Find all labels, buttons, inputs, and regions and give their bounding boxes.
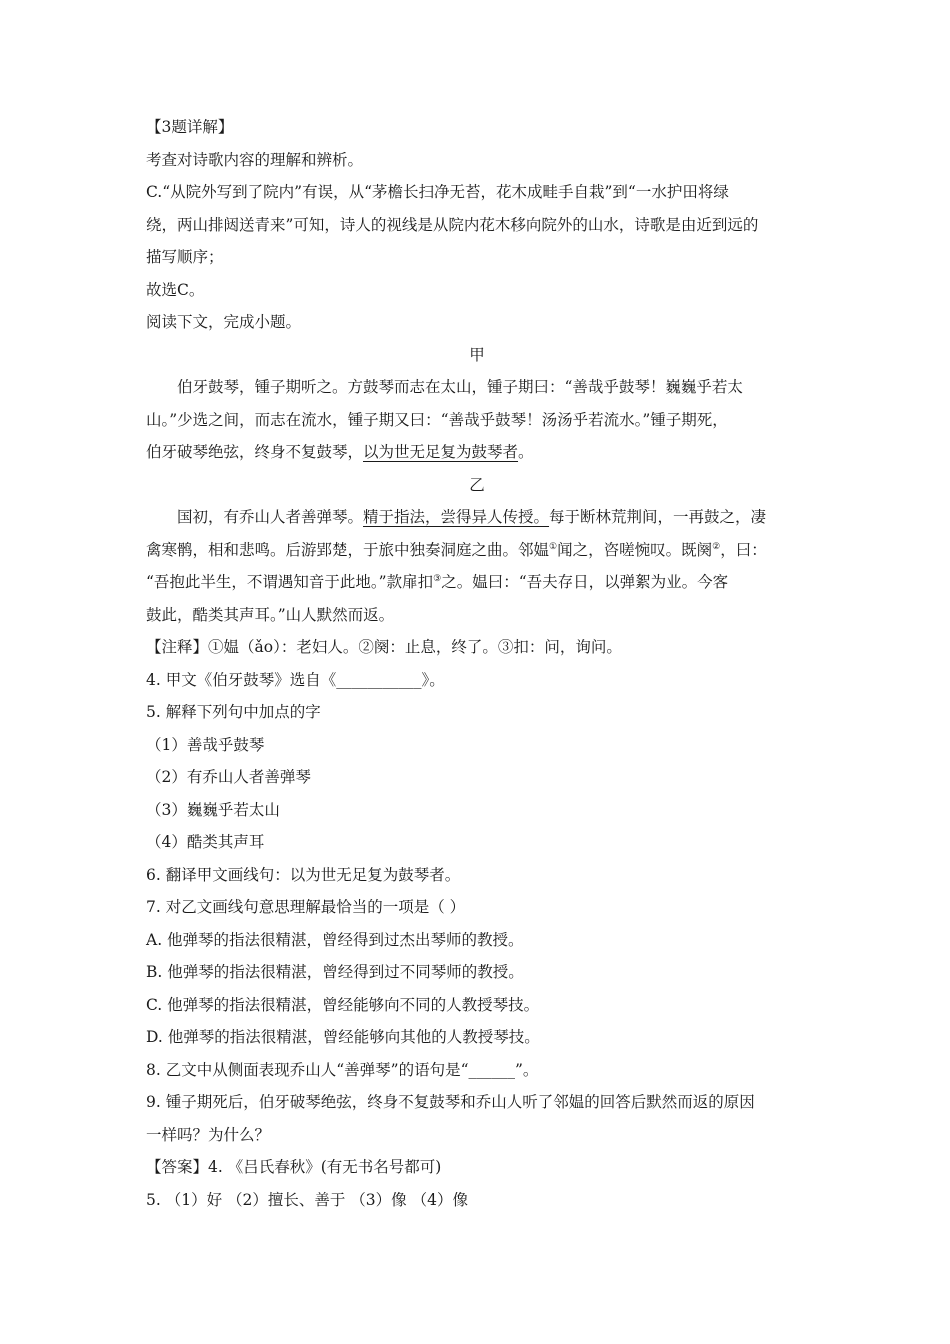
question-5-item-2: （2）有乔山人者善弹琴 <box>146 768 311 786</box>
question-7-option-c: C. 他弹琴的指法很精湛，曾经能够向不同的人教授琴技。 <box>146 995 540 1014</box>
section-3-line-2: C.“从院外写到了院内”有误，从“茅檐长扫净无苔，花木成畦手自栽”到“一水护田将绿 <box>146 183 729 201</box>
question-6: 6. 翻译甲文画线句：以为世无足复为鼓琴者。 <box>146 865 461 884</box>
passage-yi-line-3 <box>146 566 808 599</box>
answer-5: 5. （1）好 （2）擅长、善于 （3）像 （4）像 <box>146 1190 468 1209</box>
question-7: 7. 对乙文画线句意思理解最恰当的一项是（ ） <box>146 898 466 916</box>
footnote-marker-2: ② <box>712 541 721 552</box>
reading-intro: 阅读下文，完成小题。 <box>146 313 302 331</box>
passage-yi-text: 每于断林荒荆间，一再鼓之，凄 <box>549 508 767 526</box>
passage-yi-text: 之。媪曰：“吾夫存日，以弹絮为业。今客 <box>441 573 729 591</box>
passage-yi-line-2 <box>146 534 808 567</box>
question-9-line-2: 一样吗？为什么？ <box>146 1125 271 1144</box>
passage-jia-line-3 <box>146 436 808 469</box>
passage-yi-text: ，曰： <box>720 540 767 559</box>
passage-jia-line-1: 伯牙鼓琴，锺子期听之。方鼓琴而志在太山，锺子期曰：“善哉乎鼓琴！巍巍乎若太 <box>177 378 743 396</box>
passage-yi-text: 国初，有乔山人者善弹琴。 <box>177 508 364 526</box>
question-4: 4. 甲文《伯牙鼓琴》选自《___________》。 <box>146 670 445 689</box>
passage-yi-underlined-sentence: 精于指法，尝得异人传授。 <box>363 508 550 526</box>
section-3-line-3: 绕，两山排闼送青来”可知，诗人的视线是从院内花木移向院外的山水，诗歌是由近到远的 <box>146 215 759 234</box>
passage-yi-text: “吾抱此半生，不谓遇知音于此地。”款扉扣 <box>146 573 434 591</box>
question-5: 5. 解释下列句中加点的字 <box>146 703 321 721</box>
footnote-marker-1: ① <box>549 541 558 552</box>
question-9-line-1: 9. 锺子期死后，伯牙破琴绝弦，终身不复鼓琴和乔山人听了邻媪的回答后默然而返的原因 <box>146 1093 755 1111</box>
question-7-option-a: A. 他弹琴的指法很精湛，曾经得到过杰出琴师的教授。 <box>146 930 524 949</box>
footnote-marker-3: ③ <box>433 574 442 584</box>
annotation-notes: 【注释】①媪（ǎo）：老妇人。②阕：止息，终了。③扣：问，询问。 <box>146 638 622 656</box>
section-3-line-1: 考查对诗歌内容的理解和辨析。 <box>146 150 364 169</box>
question-5-item-4: （4）酷类其声耳 <box>146 833 265 851</box>
section-3-line-4: 描写顺序； <box>146 248 224 266</box>
question-7-option-d: D. 他弹琴的指法很精湛，曾经能够向其他的人教授琴技。 <box>146 1028 540 1046</box>
question-7-option-b: B. 他弹琴的指法很精湛，曾经得到过不同琴师的教授。 <box>146 963 524 981</box>
passage-jia-title: 甲 <box>469 345 485 364</box>
passage-jia-text: 伯牙破琴绝弦，终身不复鼓琴， <box>146 443 364 461</box>
passage-yi-line-4: 鼓此，酷类其声耳。”山人默然而返。 <box>146 605 395 624</box>
page-content <box>146 111 808 1216</box>
passage-yi-text: 闻之，咨嗟惋叹。既阕 <box>557 540 713 559</box>
question-5-item-1: （1）善哉乎鼓琴 <box>146 735 265 754</box>
passage-jia-line-2: 山。”少选之间，而志在流水，锺子期又曰：“善哉乎鼓琴！汤汤乎若流水。”锺子期死， <box>146 410 728 429</box>
answer-4: 【答案】4. 《吕氏春秋》(有无书名号都可) <box>146 1158 442 1176</box>
passage-jia-underlined-sentence: 以为世无足复为鼓琴者 <box>363 443 519 461</box>
section-3-heading: 【3题详解】 <box>146 118 234 136</box>
passage-jia-period: 。 <box>518 443 534 461</box>
section-3-line-5: 故选C。 <box>146 280 205 299</box>
passage-yi-title: 乙 <box>469 475 485 494</box>
question-8: 8. 乙文中从侧面表现乔山人“善弹琴”的语句是“______”。 <box>146 1060 539 1079</box>
passage-yi-line-1 <box>146 501 808 534</box>
question-5-item-3: （3）巍巍乎若太山 <box>146 800 280 819</box>
passage-yi-text: 禽寒鹘，相和悲鸣。后游郢楚，于旅中独奏洞庭之曲。邻媪 <box>146 540 550 559</box>
